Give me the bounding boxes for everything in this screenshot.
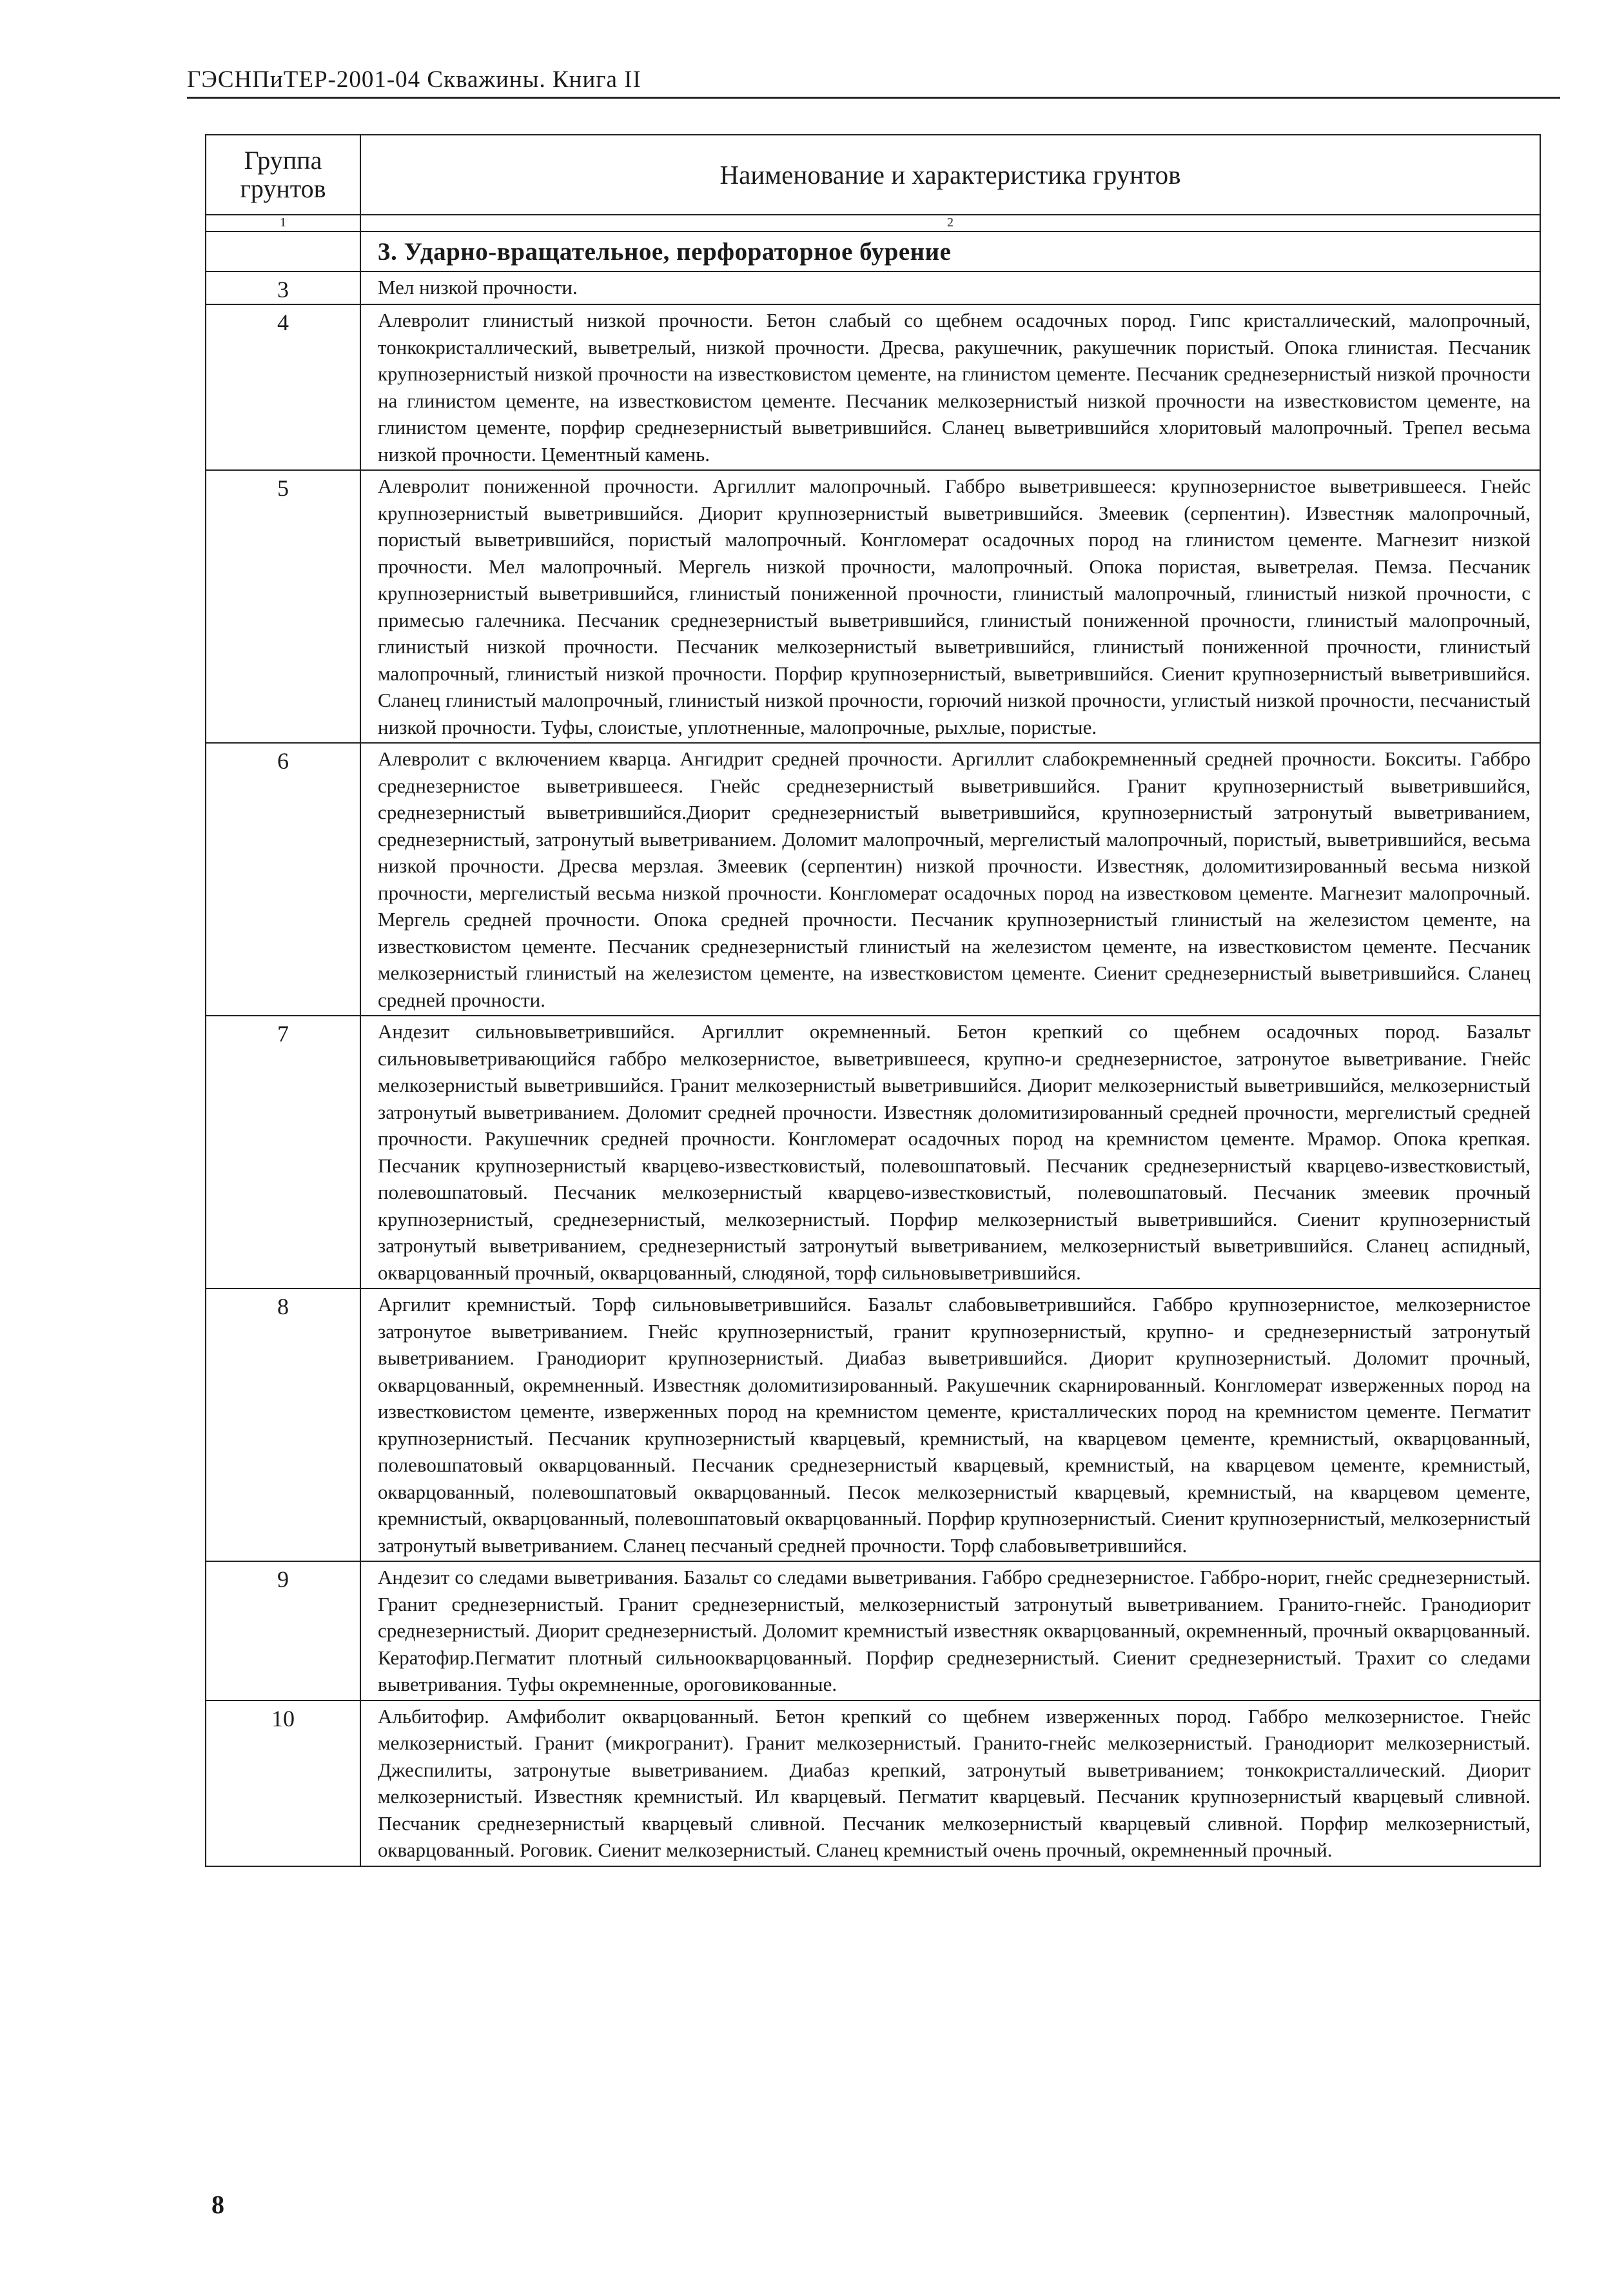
- group-number-cell: 7: [206, 1016, 360, 1288]
- page-number: 8: [211, 2190, 224, 2219]
- table-row: [206, 1561, 1540, 1701]
- column-number-1: 1: [206, 215, 360, 232]
- section-title: 3. Ударно-вращательное, перфораторное бурение: [360, 232, 1540, 271]
- soil-description-cell: Алевролит с включением кварца. Ангидрит средней прочности. Аргиллит слабокремненный средней прочности. Бокситы. Габбро среднезернистое выветрившееся. Гнейс среднезернистый выветрившийся. Гранит крупнозернистый выветрившийся, среднезернистый выветрившийся.Диорит среднезернистый выветрившийся, крупнозернистый затронутый выветриванием, среднезернистый, затронутый выветриванием. Доломит малопрочный, мергелистый малопрочный, пористый, выветрившийся, весьма низкой прочности. Дресва мерзлая. Змеевик (серпентин) низкой прочности. Известняк, доломитизированный весьма низкой прочности, мергелистый весьма низкой прочности. Конгломерат осадочных пород на известковом цементе. Магнезит малопрочный. Мергель средней прочности. Опока средней прочности. Песчаник крупнозернистый глинистый на железистом цементе, на известковистом цементе. Песчаник среднезернистый глинистый на железистом цементе, на известковистом цементе. Песчаник мелкозернистый глинистый на железистом цементе, на известковистом цементе. Сиенит среднезернистый выветрившийся. Сланец средней прочности.: [360, 743, 1540, 1016]
- soil-description-cell: Аргилит кремнистый. Торф сильновыветрившийся. Базальт слабовыветрившийся. Габбро крупнозернистое, мелкозернистое затронутое выветриванием. Гнейс крупнозернистый, гранит крупнозернистый, крупно- и среднезернистый затронутый выветриванием. Гранодиорит крупнозернистый. Диабаз выветрившийся. Диорит крупнозернистый. Доломит прочный, окварцованный, окремненный. Известняк доломитизированный. Ракушечник скарнированный. Конгломерат изверженных пород на известковистом цементе, изверженных пород на кремнистом цементе, кристаллических пород на кремнистом цементе. Пегматит крупнозернистый. Песчаник крупнозернистый кварцевый, кремнистый, на кварцевом цементе, кремнистый, окварцованный, полевошпатовый окварцованный. Песчаник среднезернистый кварцевый, кремнистый, на кварцевом цементе, кремнистый, окварцованный, полевошпатовый окварцованный. Песок мелкозернистый кварцевый, кремнистый, на кварцевом цементе, кремнистый, окварцованный, полевошпатовый окварцованный. Порфир крупнозернистый. Сиенит крупнозернистый, мелкозернистый затронутый выветриванием. Сланец песчаный средней прочности. Торф слабовыветрившийся.: [360, 1288, 1540, 1561]
- table-header-row: [206, 135, 1540, 215]
- column-number-2: 2: [360, 215, 1540, 232]
- section-row: [206, 232, 1540, 271]
- header-name: Наименование и характеристика грунтов: [360, 135, 1540, 215]
- group-number-cell: 10: [206, 1701, 360, 1866]
- running-header: ГЭСНПиТЕР-2001-04 Скважины. Книга II: [187, 66, 641, 93]
- soil-description-cell: Мел низкой прочности.: [360, 271, 1540, 304]
- table-row: [206, 304, 1540, 470]
- group-number-cell: 3: [206, 271, 360, 304]
- header-group: Группа грунтов: [206, 135, 360, 215]
- soil-groups-table: [205, 134, 1541, 1867]
- soil-description-cell: Андезит со следами выветривания. Базальт со следами выветривания. Габбро среднезернистое. Габбро-норит, гнейс среднезернистый. Гранит среднезернистый. Гранит среднезернистый, мелкозернистый затронутый выветриванием. Гранито-гнейс. Гранодиорит среднезернистый. Диорит среднезернистый. Доломит кремнистый известняк окварцованный, окремненный, прочный окварцованный. Кератофир.Пегматит плотный сильноокварцованный. Порфир среднезернистый. Сиенит среднезернистый. Трахит со следами выветривания. Туфы окремненные, ороговикованные.: [360, 1561, 1540, 1701]
- group-number-cell: 8: [206, 1288, 360, 1561]
- section-empty-cell: [206, 232, 360, 271]
- column-number-row: [206, 215, 1540, 232]
- header-rule: [187, 97, 1560, 99]
- table-row: [206, 271, 1540, 304]
- soil-description-cell: Алевролит глинистый низкой прочности. Бетон слабый со щебнем осадочных пород. Гипс кристаллический, малопрочный, тонкокристаллический, выветрелый, низкой прочности. Дресва, ракушечник, ракушечник пористый. Опока глинистая. Песчаник крупнозернистый низкой прочности на известковистом цементе, на глинистом цементе. Песчаник среднезернистый низкой прочности на глинистом цементе, на известковистом цементе. Песчаник мелкозернистый низкой прочности на известковистом цементе, на глинистом цементе, порфир среднезернистый выветрившийся. Сланец выветрившийся хлоритовый малопрочный. Трепел весьма низкой прочности. Цементный камень.: [360, 304, 1540, 470]
- group-number-cell: 5: [206, 470, 360, 743]
- group-number-cell: 9: [206, 1561, 360, 1701]
- table-row: [206, 743, 1540, 1016]
- soil-description-cell: Андезит сильновыветрившийся. Аргиллит окремненный. Бетон крепкий со щебнем осадочных пород. Базальт сильновыветривающийся габбро мелкозернистое, выветрившееся, крупно-и среднезернистое, затронутое выветривание. Гнейс мелкозернистый выветрившийся. Гранит мелкозернистый выветрившийся. Диорит мелкозернистый выветрившийся, мелкозернистый затронутый выветриванием. Доломит средней прочности. Известняк доломитизированный средней прочности, мергелистый средней прочности. Ракушечник средней прочности. Конгломерат осадочных пород на кремнистом цементе. Мрамор. Опока крепкая. Песчаник крупнозернистый кварцево-известковистый, полевошпатовый. Песчаник среднезернистый кварцево-известковистый, полевошпатовый. Песчаник мелкозернистый кварцево-известковистый, полевошпатовый. Песчаник змеевик прочный крупнозернистый, среднезернистый, мелкозернистый. Порфир мелкозернистый выветрившийся. Сиенит крупнозернистый затронутый выветриванием, среднезернистый затронутый выветриванием, мелкозернистый выветрившийся. Сланец аспидный, окварцованный прочный, окварцованный, слюдяной, торф сильновыветрившийся.: [360, 1016, 1540, 1288]
- soil-description-cell: Альбитофир. Амфиболит окварцованный. Бетон крепкий со щебнем изверженных пород. Габбро мелкозернистое. Гнейс мелкозернистый. Гранит (микрогранит). Гранит мелкозернистый. Гранито-гнейс мелкозернистый. Гранодиорит мелкозернистый. Джеспилиты, затронутые выветриванием. Диабаз крепкий, затронутый выветриванием; тонкокристаллический. Диорит мелкозернистый. Известняк кремнистый. Ил кварцевый. Пегматит кварцевый. Песчаник крупнозернистый кварцевый сливной. Песчаник среднезернистый кварцевый сливной. Песчаник мелкозернистый кварцевый сливной. Порфир мелкозернистый, окварцованный. Роговик. Сиенит мелкозернистый. Сланец кремнистый очень прочный, окремненный прочный.: [360, 1701, 1540, 1866]
- table-row: [206, 470, 1540, 743]
- table-row: [206, 1016, 1540, 1288]
- soil-description-cell: Алевролит пониженной прочности. Аргиллит малопрочный. Габбро выветрившееся: крупнозернистое выветрившееся. Гнейс крупнозернистый выветрившийся. Диорит крупнозернистый выветрившийся. Змеевик (серпентин). Известняк малопрочный, пористый выветрившийся, пористый малопрочный. Конгломерат осадочных пород на глинистом цементе. Магнезит низкой прочности. Мел малопрочный. Мергель низкой прочности, малопрочный. Опока пористая, выветрелая. Пемза. Песчаник крупнозернистый выветрившийся, глинистый пониженной прочности, глинистый малопрочный, глинистый низкой прочности, с примесью галечника. Песчаник среднезернистый выветрившийся, глинистый пониженной прочности, глинистый малопрочный, глинистый низкой прочности. Песчаник мелкозернистый выветрившийся, глинистый пониженной прочности, глинистый малопрочный, глинистый низкой прочности. Порфир крупнозернистый, выветрившийся. Сиенит крупнозернистый выветрившийся. Сланец глинистый малопрочный, глинистый низкой прочности, горючий низкой прочности, углистый низкой прочности, песчанистый низкой прочности. Туфы, слоистые, уплотненные, малопрочные, рыхлые, пористые.: [360, 470, 1540, 743]
- group-number-cell: 4: [206, 304, 360, 470]
- group-number-cell: 6: [206, 743, 360, 1016]
- table-row: [206, 1701, 1540, 1866]
- table-row: [206, 1288, 1540, 1561]
